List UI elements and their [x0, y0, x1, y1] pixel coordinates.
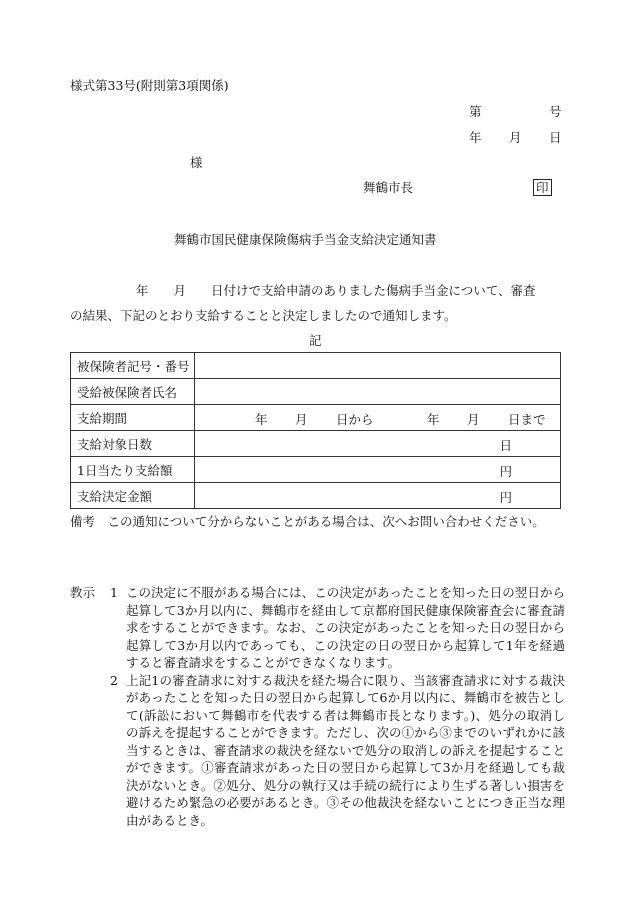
item-text: この決定に不服がある場合には、この決定があったことを知った日の翌日から起算して3か月以内に、舞鶴市を経由して京都府国民健康保険審査会に審査請求をすることができます。なお、この決定があったことを知った日の翌日から起算して3か月以内であっても、この決定の日の翌日から起算して1年を経過すると審査請求をすることができなくなります。 [126, 585, 565, 670]
table-row [71, 405, 561, 431]
body-line-1: 年 月 日付けで支給申請のありました傷病手当金について、審査 [136, 283, 536, 298]
ki-label: 記 [309, 333, 322, 348]
table-row [71, 457, 561, 483]
seal-mark: 印 [533, 179, 552, 196]
number-prefix: 第 [469, 104, 482, 119]
instructions-label: 教示 [70, 585, 96, 600]
remarks: 備考 この通知について分からないことがある場合は、次へお問い合わせください。 [70, 514, 545, 529]
row-value [195, 379, 561, 405]
period-value [195, 405, 561, 431]
row-label: 被保険者記号・番号 [71, 353, 195, 379]
record-table [70, 352, 561, 509]
period-from-year: 年 [255, 412, 268, 427]
period-from-day: 日から [336, 412, 374, 427]
document-title: 舞鶴市国民健康保険傷病手当金支給決定通知書 [174, 232, 437, 247]
addressee-suffix: 様 [190, 155, 203, 170]
period-from-month: 月 [295, 412, 308, 427]
row-label: 支給対象日数 [71, 431, 195, 457]
row-label: 支給決定金額 [71, 483, 195, 509]
instruction-item-1 [70, 584, 565, 672]
period-to-year: 年 [427, 412, 440, 427]
period-to-day: 日まで [508, 412, 546, 427]
item-number: 1 [110, 585, 118, 600]
unit-label: 日 [499, 438, 512, 453]
row-label: 1日当たり支給額 [71, 457, 195, 483]
table-row [71, 379, 561, 405]
row-value [195, 353, 561, 379]
row-label: 受給被保険者氏名 [71, 379, 195, 405]
instruction-item-2 [70, 672, 565, 830]
date-month: 月 [509, 130, 522, 145]
unit-label: 円 [499, 490, 512, 505]
period-to-month: 月 [467, 412, 480, 427]
unit-label: 円 [499, 464, 512, 479]
table-row [71, 353, 561, 379]
item-number: 2 [110, 672, 118, 688]
form-id: 様式第33号(附則第3項関係) [70, 78, 229, 93]
row-value [195, 431, 561, 457]
number-suffix: 号 [549, 104, 562, 119]
item-text: 上記1の審査請求に対する裁決を経た場合に限り、当該審査請求に対する裁決があったことを知った日の翌日から起算して6か月以内に、舞鶴市を被告として(訴訟において舞鶴市を代表する者は舞鶴市長となります。)、処分の取消しの訴えを提起することができます。ただし、次の①から③までのいずれかに該当するときは、審査請求の裁決を経ないで処分の取消しの訴えを提起することができます。①審査請求があった日の翌日から起算して3か月を経過しても裁決がないとき。②処分、処分の執行又は手続の続行により生ずる著しい損害を避けるため緊急の必要があるとき。③その他裁決を経ないことにつき正当な理由があるとき。 [126, 672, 565, 828]
row-value [195, 483, 561, 509]
date-year: 年 [469, 130, 482, 145]
table-row [71, 431, 561, 457]
issuer: 舞鶴市長 [363, 180, 414, 195]
body-line-2: の結果、下記のとおり支給することと決定しましたので通知します。 [70, 308, 457, 323]
row-label: 支給期間 [71, 405, 195, 431]
table-row [71, 483, 561, 509]
row-value [195, 457, 561, 483]
instructions [70, 584, 565, 829]
date-day: 日 [549, 130, 562, 145]
